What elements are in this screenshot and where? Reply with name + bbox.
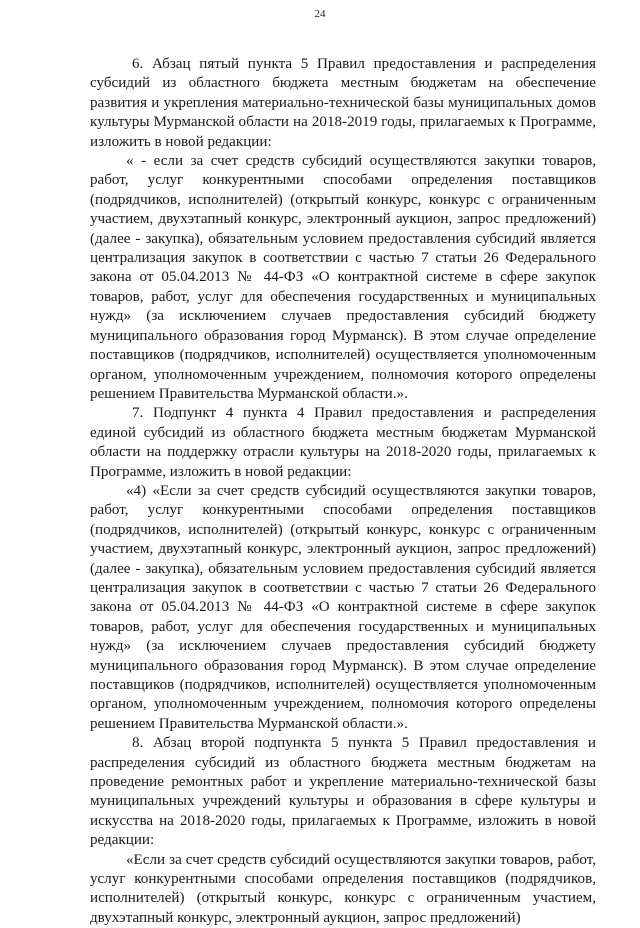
item-6-paragraph: 6. Абзац пятый пункта 5 Правил предоставления и распределения субсидий из областного бюджета местным бюджетам на обеспечение развития и укрепления материально-технической базы муниципальных домов культуры Мурманской области на 2018-2019 годы, прилагаемых к Программе, изложить в новой редакции: <box>90 56 596 150</box>
document-body <box>90 55 596 928</box>
item-8-quote: «Если за счет средств субсидий осуществляются закупки товаров, работ, услуг конкурентными способами определения поставщиков (подрядчиков, исполнителей) (открытый конкурс, конкурс с ограниченным участием, двухэтапный конкурс, электронный аукцион, запрос предложений) <box>90 851 596 926</box>
item-7-quote: «4) «Если за счет средств субсидий осуществляются закупки товаров, работ, услуг конкурентными способами определения поставщиков (подрядчиков, исполнителей) (открытый конкурс, конкурс с ограниченным участием, двухэтапный конкурс, электронный аукцион, запрос предложений) (далее - закупка), обязательным условием предоставления субсидий является централизация закупок в соответствии с частью 7 статьи 26 Федерального закона от 05.04.2013 № 44-ФЗ «О контрактной системе в сфере закупок товаров, работ, услуг для обеспечения государственных и муниципальных нужд» (за исключением случаев предоставления субсидий бюджету муниципального образования город Мурманск). В этом случае определение поставщиков (подрядчиков, исполнителей) осуществляется уполномоченным органом, уполномоченным учреждением, полномочия которого определены решением Правительства Мурманской области.». <box>90 482 596 732</box>
item-7-paragraph: 7. Подпункт 4 пункта 4 Правил предоставления и распределения единой субсидий из областного бюджета местным бюджетам Мурманской области на поддержку отрасли культуры на 2018-2020 годы, прилагаемых к Программе, изложить в новой редакции: <box>90 405 596 480</box>
page-number: 24 <box>314 8 326 20</box>
item-6-quote: « - если за счет средств субсидий осуществляются закупки товаров, работ, услуг конкурентными способами определения поставщиков (подрядчиков, исполнителей) (открытый конкурс, конкурс с ограниченным участием, двухэтапный конкурс, электронный аукцион, запрос предложений) (далее - закупка), обязательным условием предоставления субсидий является централизация закупок в соответствии с частью 7 статьи 26 Федерального закона от 05.04.2013 № 44-ФЗ «О контрактной системе в сфере закупок товаров, работ, услуг для обеспечения государственных и муниципальных нужд» (за исключением случаев предоставления субсидий бюджету муниципального образования город Мурманск). В этом случае определение поставщиков (подрядчиков, исполнителей) осуществляется уполномоченным органом, уполномоченным учреждением, полномочия которого определены решением Правительства Мурманской области.». <box>90 153 596 402</box>
item-8-paragraph: 8. Абзац второй подпункта 5 пункта 5 Правил предоставления и распределения субсидий из областного бюджета местным бюджетам на проведение ремонтных работ и укрепление материально-технической базы муниципальных учреждений культуры и образования в сфере культуры и искусства на 2018-2020 годы, прилагаемых к Программе, изложить в новой редакции: <box>90 735 596 849</box>
